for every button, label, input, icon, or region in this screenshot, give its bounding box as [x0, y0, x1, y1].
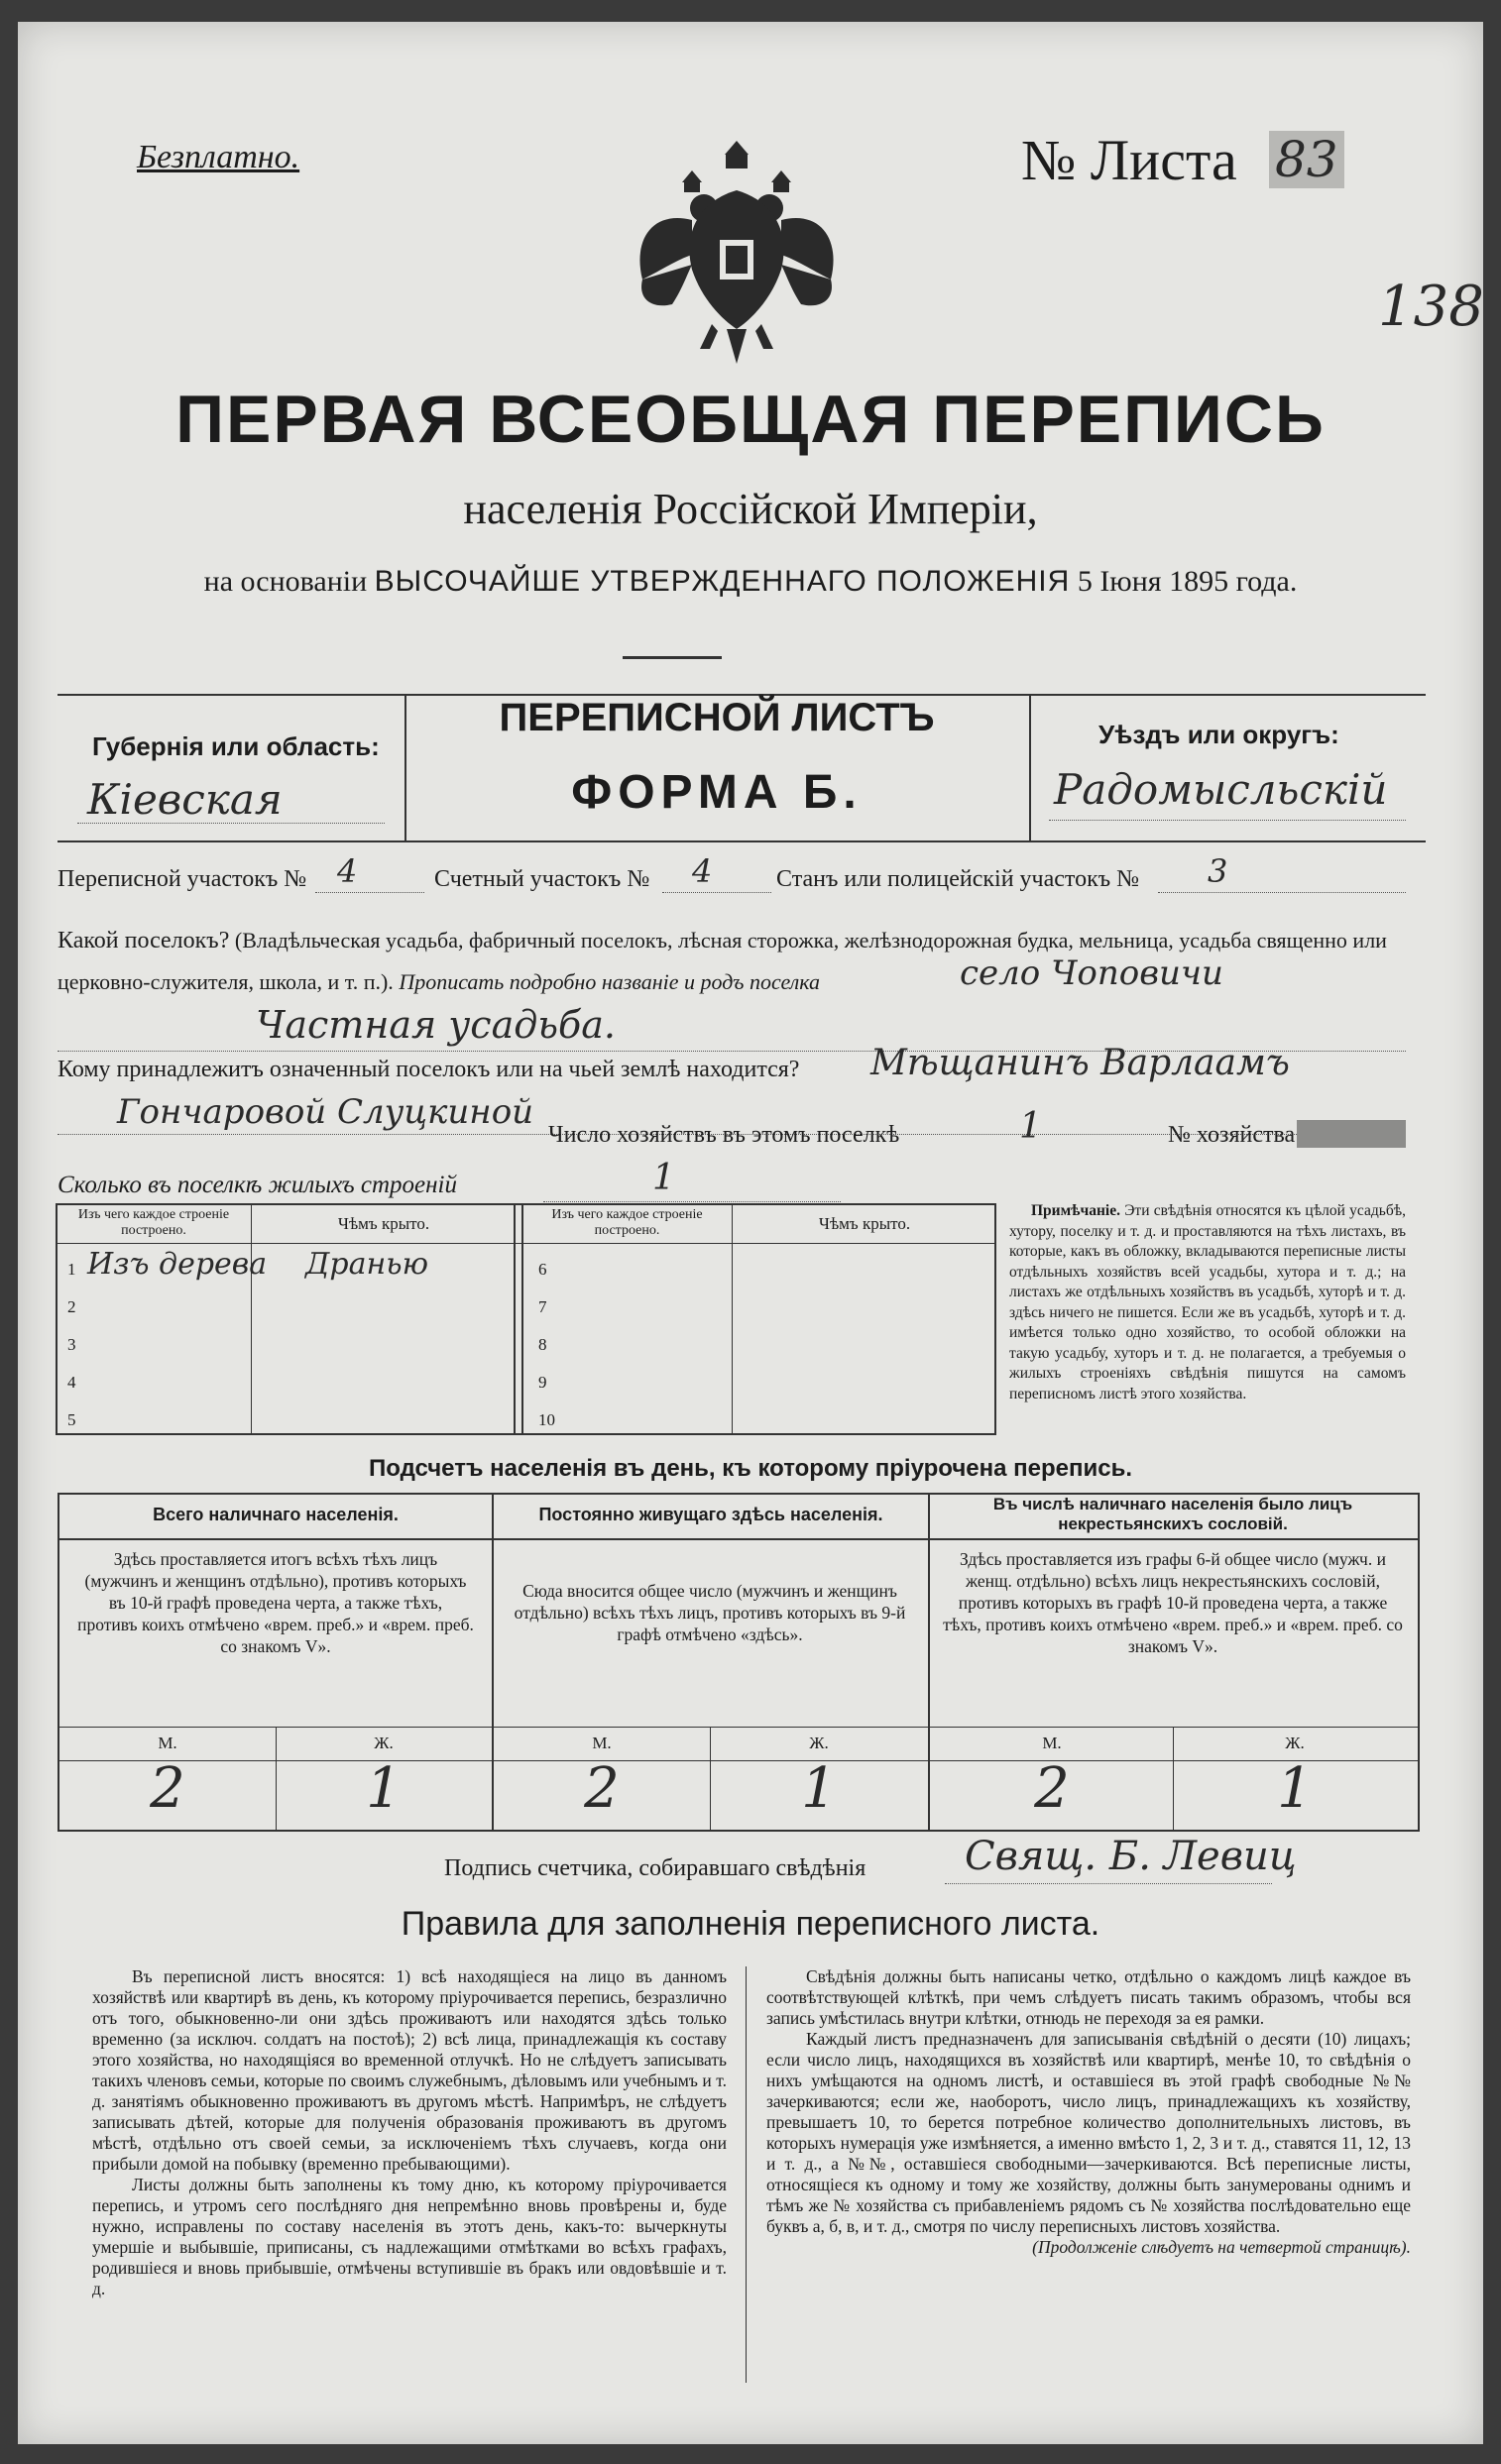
uezd-line — [1049, 820, 1406, 821]
row-1-material: Изъ дерева — [87, 1247, 268, 1282]
note-text: Эти свѣдѣнія относятся къ цѣлой усадьбѣ, хутору, поселку и т. д. и проставляются на тѣхъ листахъ, въ которые, какъ въ обложку, вкладываются переписные листы отдѣльныхъ хозяйствъ всей усадьбы, хутора и т. д.; на листахъ же отдѣльныхъ хозяйствъ въ усадьбѣ, хуторѣ и т. д. здѣсь ничего не пишется. Если же въ усадьбѣ, хуторѣ и т. д. имѣется только одно хозяйство, то особой обложки на такую усадьбу, хуторъ и т. д. не полагается, а требуемыя о жилыхъ строеніяхъ свѣдѣнія пишутся на самомъ переписномъ листѣ этого хозяйства. — [1009, 1202, 1406, 1402]
rules-left-paragraph-2: Листы должны быть заполнены къ тому дню, къ которому пріурочивается перепись, и утромъ сего послѣдняго дня непремѣнно вновь провѣрены и, буде нужно, исправлены по составу населенія въ этотъ день, какъ-то: вычеркнуты умершіе и выбывшіе, приписаны, съ надлежащими отмѣтками во всѣхъ графахъ, родившіеся и вновь прибывшіе, отмѣчены вступившіе въ бракъ или овдовѣвшіе и т. д. — [92, 2175, 727, 2298]
census-district-label: Переписной участокъ № — [58, 866, 307, 892]
table-row: 5 — [67, 1410, 76, 1429]
legal-basis-prefix: на основаніи — [203, 565, 368, 598]
col-material-right: Изъ чего каждое строеніе построено. — [551, 1207, 703, 1238]
pop-col-1-m-value: 2 — [150, 1756, 185, 1821]
form-label: ФОРМА Б. — [571, 766, 863, 819]
stan-value: 3 — [1208, 852, 1228, 890]
pop-col-3-title: Въ числѣ наличнаго населенія было лицъ некрестьянскихъ сословій. — [992, 1495, 1353, 1533]
legal-basis-line — [18, 565, 1483, 599]
margin-number: 138 — [1378, 275, 1484, 339]
households-label: Число хозяйствъ въ этомъ поселкѣ — [548, 1122, 900, 1148]
rules-left-paragraph-1: Въ переписной листъ вносятся: 1) всѣ находящіеся на лицо въ данномъ хозяйствѣ или квартирѣ въ день, къ которому пріурочивается перепись, безразлично отъ того, обыкновенно-ли они здѣсь проживаютъ или находятся здѣсь только временно (за исключ. солдатъ на постоѣ); 2) всѣ лица, принадлежащія къ составу этого хозяйства, но находящіяся во временной отлучкѣ. Но не слѣдуетъ записывать такихъ членовъ семьи, которые по своимъ служебнымъ, дѣловымъ или учебнымъ и т. д. занятіямъ обыкновенно проживаютъ въ другомъ мѣстѣ. Напримѣръ, не слѣдуетъ записывать дѣтей, которые для полученія образованія проживаютъ въ другомъ мѣстѣ, отдѣльно отъ своей семьи, за исключеніемъ тѣхъ случаевъ, когда они прибыли домой на побывку (временно пребывающими). — [92, 1966, 727, 2174]
pop-col-2-desc: Сюда вносится общее число (мужчинъ и женщинъ отдѣльно) всѣхъ тѣхъ лицъ, противъ которыхъ въ 9-й графѣ отмѣчено «здѣсь». — [514, 1581, 906, 1644]
pop-col-1-desc: Здѣсь проставляется итогъ всѣхъ тѣхъ лицъ (мужчинъ и женщинъ отдѣльно), противъ которыхъ въ 10-й графѣ проведена черта, а также тѣхъ, противъ коихъ отмѣчено «врем. преб.» и «врем. преб. со знакомъ V». — [77, 1549, 474, 1656]
form-header-bottom-rule — [58, 840, 1426, 842]
census-sheet: Безплатно. № Листа 83 138 ПЕРВАЯ ВСЕОБЩАЯ ПЕРЕПИСЬ населенія Россійской Имперіи, на основаніи ВЫСОЧАЙШЕ УТВЕРЖДЕННАГО ПОЛОЖЕНІЯ 5 Іюня 1895 года. Губернія или область: Кіевская ПЕРЕПИСНОЙ ЛИСТЪ ФОРМА Б. Уѣздъ или округъ: Радомысльскій Переписной участокъ № 4 Счетный участокъ № 4 Станъ или полицейскій участокъ № 3 Какой поселокъ? (Владѣльческая усадьба, фабричный поселокъ, лѣсная сторожка, желѣзнодорожная будка, мельница, усадьба священно или церковно-служителя, школа, и т. п.). Прописать подробно названіе и родъ поселка село Чоповичи Частная усадьба. Кому принадлежитъ означенный поселокъ или на чьей землѣ находится? Мѣщанинъ Варлаамъ Гончаровой Слуцкиной Число хозяйствъ въ этомъ поселкѣ 1 № хозяйства Сколько въ поселкѣ жилыхъ строеній 1 Изъ чего каждое строеніе построено. Чѣмъ крыто. Изъ чего каждое строеніе построено. Чѣмъ крыто. 1 Изъ дерева Дранью 2 3 4 5 6 7 8 9 10 Примѣчаніе. Эти свѣдѣнія относятся къ цѣлой усадьбѣ, хутору, поселку и т. д. и проставляются на тѣхъ листахъ, въ которые, какъ въ обложку, вкладываются переписные листы отдѣльныхъ хозяйствъ всей усадьбы, хутора и т. д.; на листахъ же отдѣльныхъ хозяйствъ въ усадьбѣ, хуторѣ и т. д. здѣсь ничего не пишется. Если же въ усадьбѣ, хуторѣ и т. д. имѣется только одно хозяйство, то особой обложки на такую усадьбу, хуторъ и т. д. не полагается, а требуемыя о жилыхъ строеніяхъ свѣдѣнія пишутся на самомъ переписномъ листѣ этого хозяйства. Подсчетъ населенія въ день, къ которому пріурочена перепись. Всего наличнаго населенія. Здѣсь проставляется итогъ всѣхъ тѣхъ лицъ (мужчинъ и женщинъ отдѣльно), противъ которыхъ въ 10-й графѣ проведена черта, а также тѣхъ, противъ коихъ отмѣчено «врем. преб.» и «врем. преб. со знакомъ V». М. Ж. 2 1 Постоянно живущаго здѣсь населенія. Сюда вносится общее число (мужчинъ и женщинъ отдѣльно) всѣхъ тѣхъ лицъ, противъ которыхъ въ 9-й графѣ отмѣчено «здѣсь». М. Ж. 2 1 Въ числѣ наличнаго населенія было лицъ некрестьянскихъ сословій. Здѣсь проставляется изъ графы 6-й общее число (мужч. и женщ. отдѣльно) всѣхъ лицъ некрестьянскихъ сословій, противъ которыхъ въ графѣ 10-й проведена черта, а также тѣхъ, противъ коихъ отмѣчено «врем. преб.» и «врем. преб. со знакомъ V». М. Ж. 2 1 Подпись счетчика, собиравшаго свѣдѣнія Свящ. Б. Левиц Правила для заполненія переписного листа. Въ переписной листъ вносятся: 1) всѣ находящіеся на лицо въ данномъ хозяйствѣ или квартирѣ въ день, къ которому пріурочивается перепись, безразлично отъ того, обыкновенно-ли они здѣсь проживаютъ или находятся здѣсь только временно (за исключ. солдатъ на постоѣ); 2) всѣ лица, принадлежащія къ составу этого хозяйства, но находящіяся во временной отлучкѣ. Но не слѣдуетъ записывать такихъ членовъ семьи, которые по своимъ служебнымъ, дѣловымъ или учебнымъ и т. д. занятіямъ обыкновенно проживаютъ въ другомъ мѣстѣ. Напримѣръ, не слѣдуетъ записывать дѣтей, которые для полученія образованія проживаютъ въ другомъ мѣстѣ, отдѣльно отъ своей семьи, за исключеніемъ тѣхъ случаевъ, когда они прибыли домой на побывку (временно пребывающими). Листы должны быть заполнены къ тому дню, къ которому пріурочивается перепись, и утромъ сего послѣдняго дня непремѣнно вновь провѣрены и, буде нужно, исправлены по составу населенія въ этотъ день, какъ-то: вычеркнуты умершіе и выбывшіе, приписаны, съ надлежащими отмѣтками во всѣхъ графахъ, родившіеся и вновь прибывшіе, отмѣчены вступившіе въ бракъ или овдовѣвшіе и т. д. Свѣдѣнія должны быть написаны четко, отдѣльно о каждомъ лицѣ каждое въ соотвѣтствующей клѣткѣ, при чемъ слѣдуетъ писать такимъ образомъ, чтобы вся запись умѣстилась внутри клѣтки, отнюдь не переходя за ея рамки. Каждый листъ предназначенъ для записыванія свѣдѣній о десяти (10) лицахъ; если число лицъ, находящихся въ хозяйствѣ или квартирѣ, менѣе 10, то свѣдѣнія о нихъ умѣщаются на одномъ листѣ, и оставшіеся въ этой графѣ свободные №№ зачеркиваются; если же, наоборотъ, число лицъ, принадлежащихъ къ хозяйству, превышаетъ 10, то берется потребное количество дополнительныхъ листовъ, въ которыхъ нумерація уже измѣняется, а именно вмѣсто 1, 2, 3 и т. д., ставятся 11, 12, 13 и т. д., а №№, оставшіеся свободными—зачеркиваются. Всѣ переписные листы, относящіеся къ одному и тому же хозяйству, должны быть занумерованы однимъ и тѣмъ же № хозяйства съ прибавленіемъ рядомъ съ № хозяйства послѣдовательно еще буквъ а, б, в, и т. д., смотря по числу переписныхъ листовъ хозяйства. (Продолженіе слѣдуетъ на четвертой страницѣ). — [18, 22, 1483, 2444]
signature-value: Свящ. Б. Левиц — [965, 1834, 1297, 1879]
col-roof-right: Чѣмъ крыто. — [818, 1214, 911, 1233]
population-heading: Подсчетъ населенія въ день, къ которому пріурочена перепись. — [369, 1455, 1132, 1482]
pop-col-2-m-label: М. — [592, 1734, 612, 1752]
gubernia-line — [77, 823, 385, 824]
row-1-roof: Дранью — [305, 1247, 428, 1282]
census-title: ПЕРВАЯ ВСЕОБЩАЯ ПЕРЕПИСЬ — [175, 382, 1326, 457]
household-no-blot — [1297, 1120, 1406, 1148]
col-roof-left: Чѣмъ крыто. — [337, 1214, 430, 1233]
count-district-line — [662, 892, 771, 893]
rules-continued: (Продолженіе слѣдуетъ на четвертой страницѣ). — [1032, 2237, 1411, 2257]
settlement-hint: (Владѣльческая усадьба, фабричный поселокъ, лѣсная сторожка, желѣзнодорожная будка, мельница, усадьба священно или церковно-служителя, школа, и т. п.). — [58, 928, 1387, 994]
pop-col-3-f-value: 1 — [1277, 1756, 1313, 1821]
form-header-divider-right — [1029, 694, 1031, 840]
legal-basis-date: 5 Іюня 1895 года. — [1077, 565, 1298, 598]
title-divider — [623, 656, 722, 659]
rules-column-divider — [746, 1966, 747, 2383]
table-row: 7 — [538, 1297, 547, 1316]
household-no-label: № хозяйства — [1168, 1122, 1296, 1148]
settlement-value-2: Частная усадьба. — [256, 1003, 616, 1047]
pop-col-3-desc: Здѣсь проставляется изъ графы 6-й общее число (мужч. и женщ. отдѣльно) всѣхъ лицъ некрестьянскихъ сословій, противъ которыхъ въ графѣ 10-й проведена черта, а также тѣхъ, противъ коихъ отмѣчено «врем. преб.» и «врем. преб. со знакомъ V». — [943, 1549, 1403, 1656]
uezd-label: Уѣздъ или округъ: — [1098, 720, 1339, 749]
rules-right-column — [766, 1966, 1411, 2258]
rules-heading: Правила для заполненія переписного листа. — [401, 1905, 1100, 1943]
table-row: 8 — [538, 1335, 547, 1354]
rules-left-column — [92, 1966, 727, 2299]
buildings-line — [543, 1201, 841, 1202]
owner-label: Кому принадлежитъ означенный поселокъ или на чьей землѣ находится? — [58, 1057, 800, 1082]
pop-col-1-title: Всего наличнаго населенія. — [153, 1505, 399, 1524]
table-row: 9 — [538, 1373, 547, 1392]
count-district-value: 4 — [692, 852, 713, 890]
settlement-label: Какой поселокъ? — [58, 928, 230, 953]
sheet-number-label: № Листа — [1021, 128, 1237, 192]
signature-line — [945, 1883, 1272, 1884]
census-district-value: 4 — [337, 852, 358, 890]
pop-col-2-title: Постоянно живущаго здѣсь населенія. — [538, 1505, 883, 1524]
rules-right-paragraph-2: Каждый листъ предназначенъ для записыванія свѣдѣній о десяти (10) лицахъ; если число лицъ, находящихся въ хозяйствѣ или квартирѣ, менѣе 10, то свѣдѣнія о нихъ умѣщаются на одномъ листѣ, и оставшіеся въ этой графѣ свободные №№ зачеркиваются; если же, наоборотъ, число лицъ, принадлежащихъ къ хозяйству, превышаетъ 10, то берется потребное количество дополнительныхъ листовъ, въ которыхъ нумерація уже измѣняется, а именно вмѣсто 1, 2, 3 и т. д., ставятся 11, 12, 13 и т. д., а №№, оставшіеся свободными—зачеркиваются. Всѣ переписные листы, относящіеся къ одному и тому же хозяйству, должны быть занумерованы однимъ и тѣмъ же № хозяйства съ прибавленіемъ рядомъ съ № хозяйства послѣдовательно еще буквъ а, б, в, и т. д., смотря по числу переписныхъ листовъ хозяйства. — [766, 2029, 1411, 2236]
double-headed-eagle-icon — [623, 131, 851, 379]
pop-col-2-f-value: 1 — [801, 1756, 837, 1821]
table-row: 2 — [67, 1297, 76, 1316]
stan-line — [1158, 892, 1406, 893]
pop-col-2-f-label: Ж. — [809, 1734, 829, 1752]
form-name: ПЕРЕПИСНОЙ ЛИСТЪ — [499, 696, 935, 739]
pop-col-3-m-value: 2 — [1034, 1756, 1070, 1821]
legal-basis-caps: ВЫСОЧАЙШЕ УТВЕРЖДЕННАГО ПОЛОЖЕНІЯ — [374, 565, 1071, 598]
note-block — [1009, 1201, 1406, 1404]
settlement-value: село Чоповичи — [960, 953, 1223, 993]
stan-label: Станъ или полицейскій участокъ № — [776, 866, 1140, 892]
pop-col-3-f-label: Ж. — [1285, 1734, 1305, 1752]
table-row: 4 — [67, 1373, 76, 1392]
pop-col-1-m-label: М. — [158, 1734, 177, 1752]
note-label: Примѣчаніе. — [1031, 1202, 1120, 1219]
buildings-label: Сколько въ поселкѣ жилыхъ строеній — [58, 1172, 457, 1198]
census-subtitle: населенія Россійской Имперіи, — [463, 485, 1038, 533]
owner-value-2: Гончаровой Слуцкиной — [117, 1092, 534, 1132]
col-material-left: Изъ чего каждое строеніе построено. — [77, 1207, 230, 1238]
table-row: 3 — [67, 1335, 76, 1354]
census-district-line — [315, 892, 424, 893]
owner-value: Мѣщанинъ Варлаамъ — [870, 1043, 1290, 1083]
count-district-label: Счетный участокъ № — [434, 866, 650, 892]
free-label: Безплатно. — [137, 139, 300, 175]
sheet-number-value: 83 — [1269, 131, 1344, 188]
gubernia-label: Губернія или область: — [92, 731, 380, 761]
table-row: 10 — [538, 1410, 555, 1429]
pop-col-1-f-value: 1 — [366, 1756, 402, 1821]
settlement-hint2: Прописать подробно названіе и родъ поселка — [399, 969, 821, 994]
uezd-value: Радомысльскій — [1054, 765, 1388, 814]
pop-col-3-m-label: М. — [1042, 1734, 1062, 1752]
pop-col-1-f-label: Ж. — [374, 1734, 394, 1752]
buildings-value: 1 — [652, 1158, 675, 1198]
table-row: 6 — [538, 1260, 547, 1279]
signature-label: Подпись счетчика, собиравшаго свѣдѣнія — [444, 1855, 866, 1881]
pop-col-2-m-value: 2 — [584, 1756, 620, 1821]
households-value: 1 — [1019, 1106, 1042, 1147]
rules-right-paragraph-1: Свѣдѣнія должны быть написаны четко, отдѣльно о каждомъ лицѣ каждое въ соотвѣтствующей клѣткѣ, при чемъ слѣдуетъ писать такимъ образомъ, чтобы вся запись умѣстилась внутри клѣтки, отнюдь не переходя за ея рамки. — [766, 1966, 1411, 2028]
gubernia-value: Кіевская — [87, 775, 283, 824]
